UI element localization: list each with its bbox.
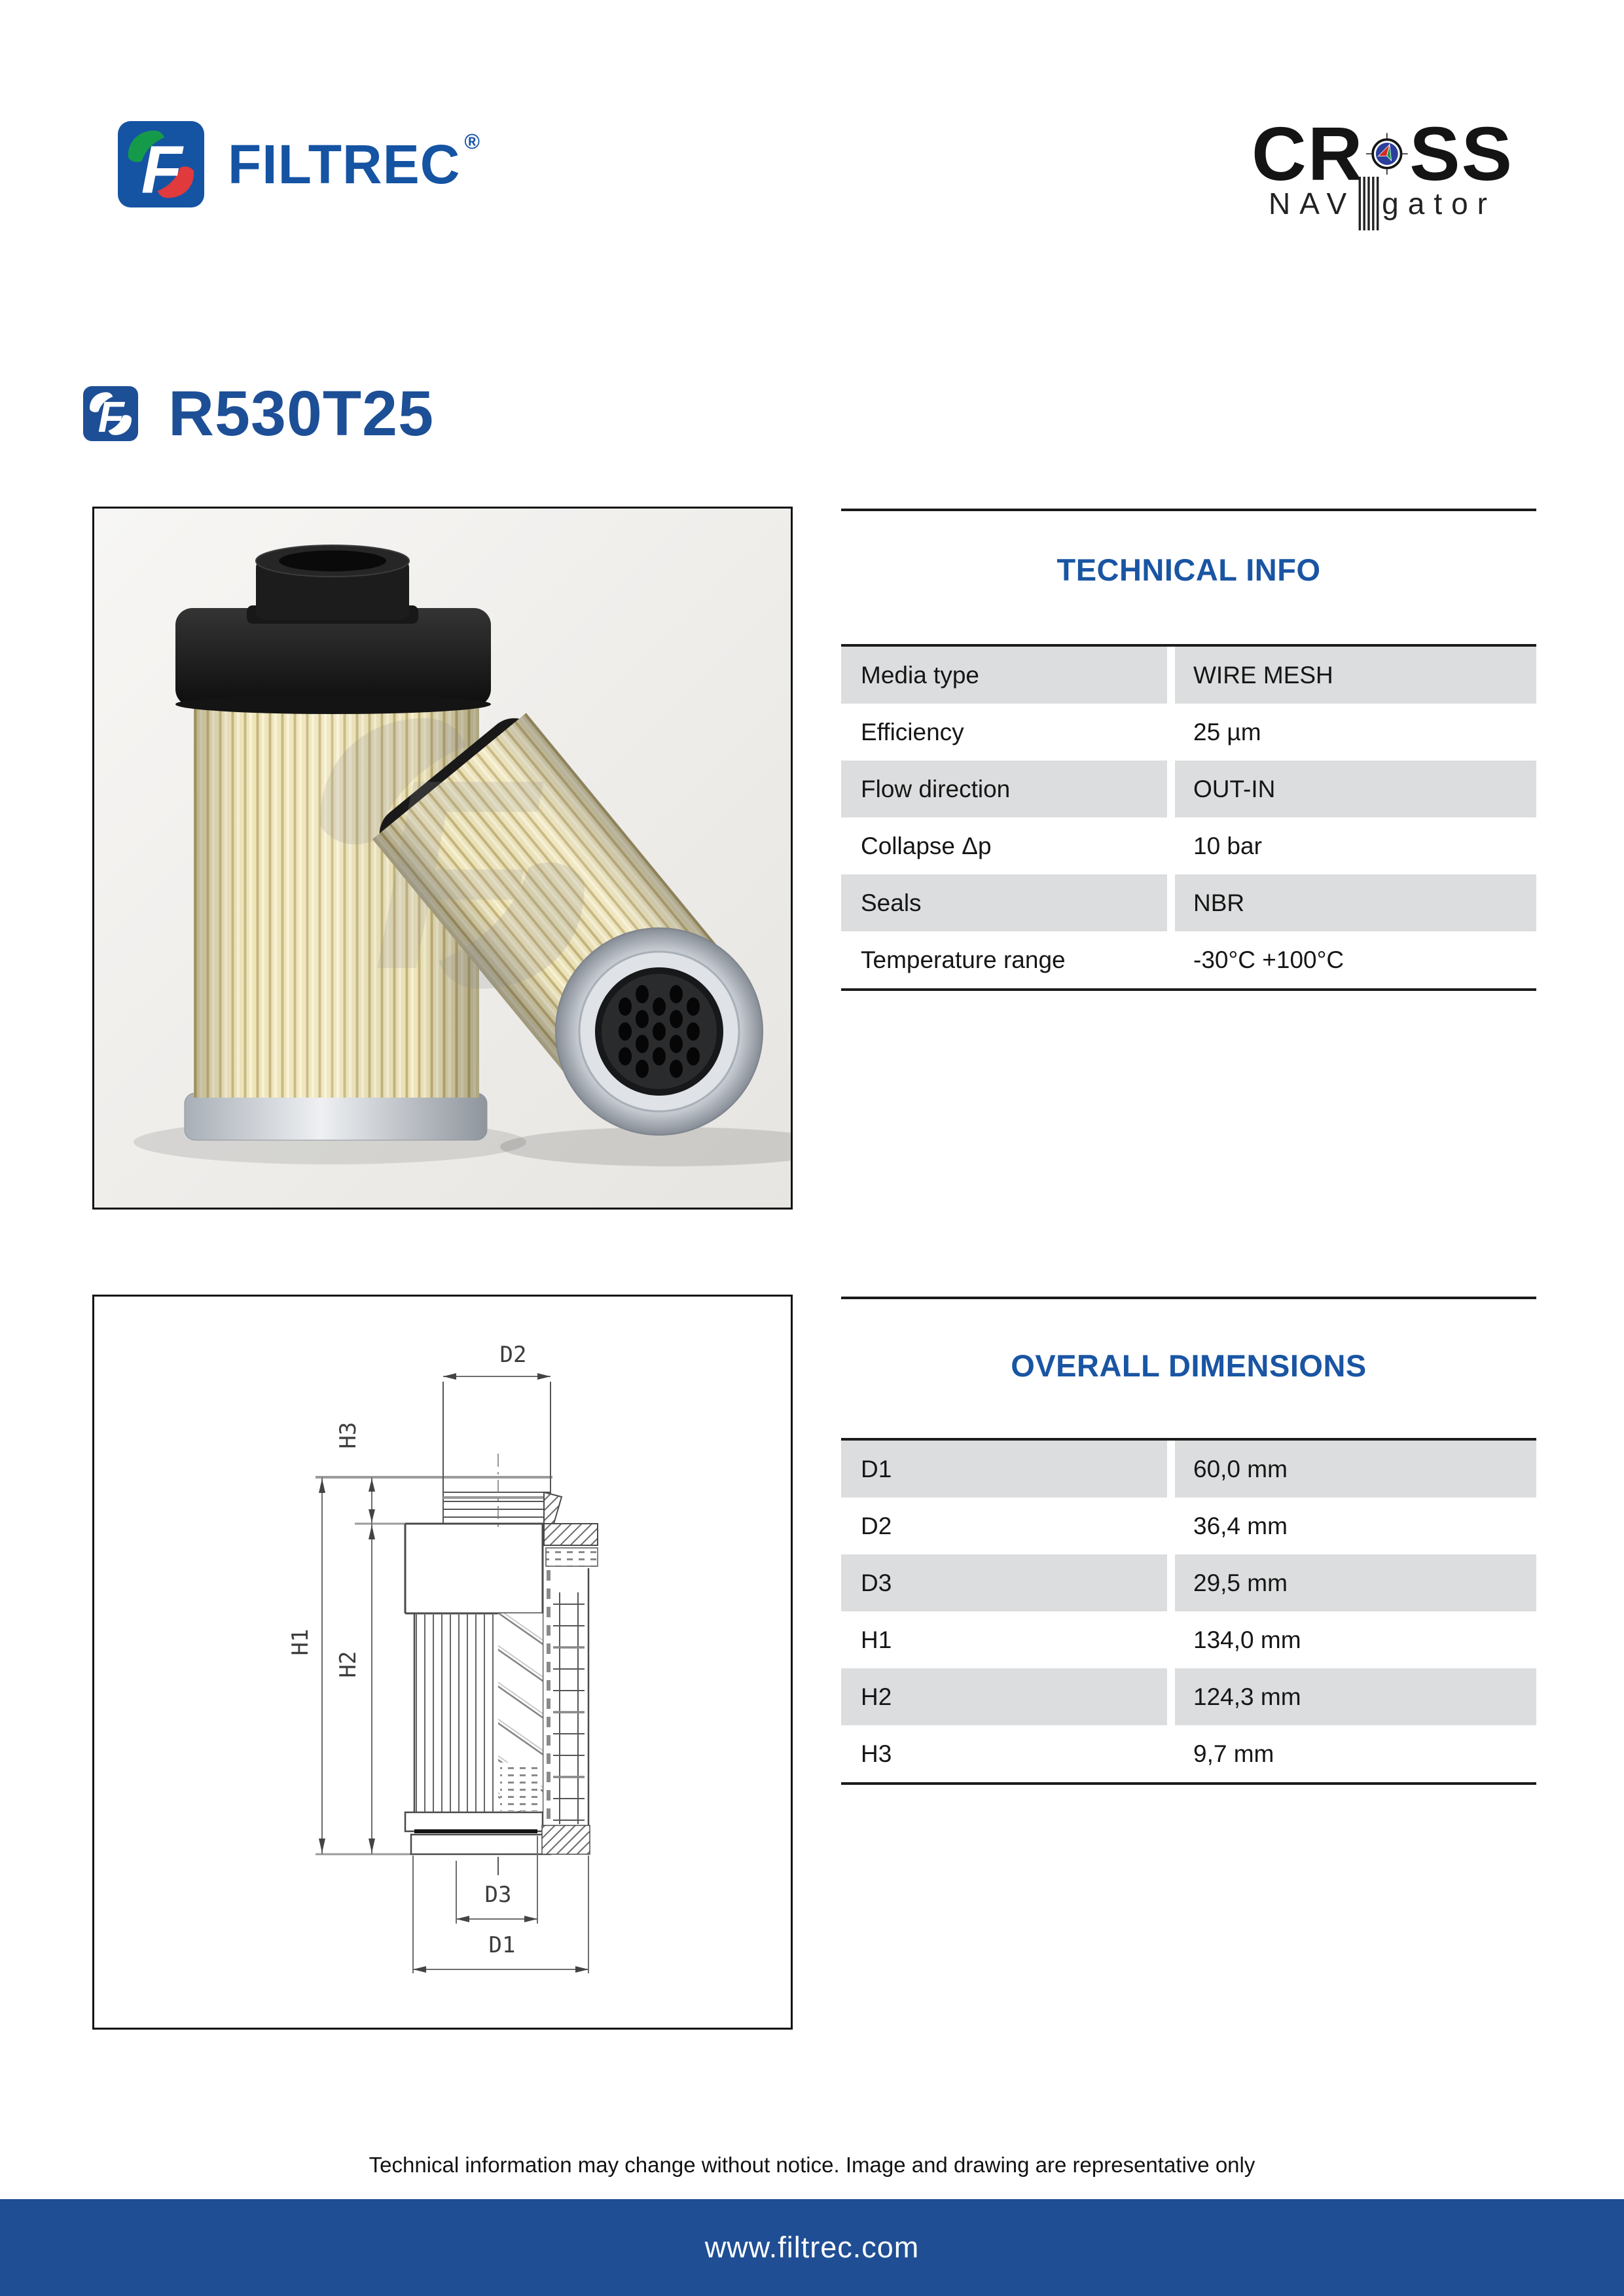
dim-label-d1: D1 [488,1932,516,1958]
row-value: 36,4 mm [1175,1498,1536,1554]
pleat-lines [416,1613,493,1812]
dimension-labels [287,1342,526,1958]
table-row [841,874,1536,931]
filtrec-logo [118,121,480,207]
drawing-flange [544,1492,598,1566]
drawing-neck [443,1382,550,1527]
filtrec-wordmark [228,122,480,207]
svg-text:F: F [98,393,124,441]
cross-navigator-logo [1252,111,1513,232]
cross-logo-row1 [1252,111,1513,196]
row-label: Temperature range [841,931,1167,988]
drawing-top-cap [405,1524,550,1613]
column-gap [1167,874,1175,931]
technical-drawing [94,1297,791,2028]
dim-label-h1: H1 [287,1628,314,1656]
table-row [841,647,1536,704]
filtrec-wordmark-text: FILTREC [228,134,461,195]
table-row [841,704,1536,761]
website-link[interactable]: www.filtrec.com [704,2231,920,2264]
product-photo [94,509,791,1208]
column-gap [1167,1611,1175,1668]
dim-label-h2: H2 [335,1651,361,1678]
row-value: 9,7 mm [1175,1725,1536,1782]
mesh-ticks [553,1604,585,1820]
drawing-bottom-cap [405,1812,590,1875]
column-gap [1167,1554,1175,1611]
column-gap [1167,1668,1175,1725]
technical-info-title: TECHNICAL INFO [1056,552,1321,587]
filtrec-logo-icon [118,121,204,207]
registered-mark: ® [464,130,480,153]
nav-text: NAV [1268,187,1356,221]
row-label: Media type [841,647,1167,704]
table-row [841,1441,1536,1498]
technical-info-table [841,644,1536,991]
table-row [841,1725,1536,1782]
column-gap [1167,1725,1175,1782]
disclaimer-text: Technical information may change without notice. Image and drawing are representative only [369,2153,1255,2177]
row-label: Seals [841,874,1167,931]
overall-dimensions-table [841,1438,1536,1785]
row-label: Flow direction [841,761,1167,817]
row-label: D2 [841,1498,1167,1554]
column-gap [1167,1441,1175,1498]
cross-right-text: SS [1409,111,1513,196]
row-label: Efficiency [841,704,1167,761]
column-gap [1167,647,1175,704]
drawing-outer-sleeve [549,1568,588,1854]
barcode-i-icon [1356,175,1382,232]
product-photo-box [92,507,793,1210]
row-value: 124,3 mm [1175,1668,1536,1725]
row-value: 29,5 mm [1175,1554,1536,1611]
dimension-lines [322,1376,588,1973]
row-value: -30°C +100°C [1175,931,1536,988]
row-label: D3 [841,1554,1167,1611]
technical-info-section [841,509,1536,991]
part-title-row [83,377,434,450]
table-row [841,931,1536,988]
svg-text:F: F [141,132,183,207]
dim-label-h3: H3 [335,1422,361,1449]
dim-label-d2: D2 [499,1342,527,1368]
row-label: Collapse Δp [841,817,1167,874]
column-gap [1167,817,1175,874]
table-row [841,1668,1536,1725]
gator-text: gator [1382,187,1497,221]
row-label: H2 [841,1668,1167,1725]
column-gap [1167,1498,1175,1554]
technical-drawing-box [92,1295,793,2030]
bottom-bar [0,2199,1624,2296]
row-label: D1 [841,1441,1167,1498]
page-title: R530T25 [168,378,435,449]
drawing-media-body [414,1613,543,1812]
row-value: NBR [1175,874,1536,931]
part-title-icon [83,384,138,443]
column-gap [1167,931,1175,988]
mesh-dot-patch [500,1763,541,1811]
table-row [841,1611,1536,1668]
cross-left-text: CR [1252,111,1364,196]
row-value: 25 µm [1175,704,1536,761]
table-row [841,1554,1536,1611]
dim-label-d3: D3 [484,1882,512,1908]
row-value: 134,0 mm [1175,1611,1536,1668]
row-value: 10 bar [1175,817,1536,874]
row-label: H3 [841,1725,1167,1782]
column-gap [1167,704,1175,761]
row-value: WIRE MESH [1175,647,1536,704]
table-row [841,817,1536,874]
table-row [841,761,1536,817]
table-row [841,1498,1536,1554]
svg-text:F: F [372,723,538,1026]
column-gap [1167,761,1175,817]
row-label: H1 [841,1611,1167,1668]
row-value: 60,0 mm [1175,1441,1536,1498]
row-value: OUT-IN [1175,761,1536,817]
overall-dimensions-section [841,1297,1536,1785]
overall-dimensions-title: OVERALL DIMENSIONS [1011,1348,1367,1383]
